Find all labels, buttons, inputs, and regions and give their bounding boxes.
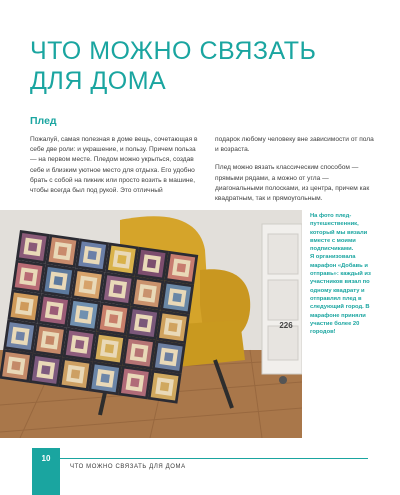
blanket-square-ring <box>139 318 148 327</box>
blanket-square-ring <box>75 340 84 349</box>
blanket-square-ring <box>28 242 37 251</box>
cabinet <box>262 224 302 384</box>
title-line-2: ДЛЯ ДОМА <box>30 67 167 95</box>
blanket-square-ring <box>15 331 24 340</box>
title-line-1: ЧТО МОЖНО СВЯЗАТЬ <box>30 37 317 65</box>
blanket-square-ring <box>71 369 80 378</box>
running-head: ЧТО МОЖНО СВЯЗАТЬ ДЛЯ ДОМА <box>70 464 186 470</box>
blanket-square-ring <box>177 263 186 272</box>
cabinet-number: 226 <box>279 321 293 330</box>
blanket-square-ring <box>164 352 173 361</box>
right-column-paragraph-2: Плед можно вязать классическим способом — прямыми рядами, а можно от угла — диагональными полосками, из центра, причем как квадратным, так и прямоугольным. <box>215 164 370 203</box>
blanket-square-ring <box>134 348 143 357</box>
page-number: 10 <box>41 454 51 463</box>
page-footer <box>0 448 400 495</box>
blanket-square-ring <box>87 251 96 260</box>
blanket-square-ring <box>113 284 122 293</box>
left-column-text: Пожалуй, самая полезная в доме вещь, сочетающая в себе две роли: и украшение, и пользу. Причем польза — на первом месте. Пледом можно укрыться, создав себе и близким уютное место для отдыха. Его удобно брать с собой на пикник или просто возить в машине, чтобы всегда был под рукой. Это отличный <box>30 136 198 195</box>
blanket-square-ring <box>109 314 118 323</box>
blanket-square-ring <box>41 365 50 374</box>
blanket-square-ring <box>130 378 139 387</box>
blanket-square-ring <box>20 302 29 311</box>
page-title <box>30 36 370 96</box>
blanket-square-ring <box>11 361 20 370</box>
blanket-square-ring <box>147 259 156 268</box>
blanket-square-ring <box>54 276 63 285</box>
blanket-square-ring <box>49 306 58 315</box>
blanket-square-ring <box>172 293 181 302</box>
footer-rule <box>60 458 368 459</box>
crochet-blanket <box>0 230 198 404</box>
blanket-square-ring <box>168 322 177 331</box>
blanket-square-ring <box>160 382 169 391</box>
blanket-square-ring <box>45 335 54 344</box>
blanket-square-ring <box>83 280 92 289</box>
blanket-square-ring <box>143 289 152 298</box>
left-column <box>30 135 202 204</box>
blanket-square-ring <box>79 310 88 319</box>
section-heading: Плед <box>30 115 57 127</box>
blanket-photo <box>0 210 302 438</box>
blanket-square-ring <box>58 246 67 255</box>
blanket-square-ring <box>105 344 114 353</box>
blanket-square-ring <box>24 272 33 281</box>
photo-illustration <box>0 210 302 438</box>
blanket-square-ring <box>117 255 126 264</box>
photo-caption-paragraph-2: Я организовала марафон «Добавь и отправь»: каждый из участников вязал по одному квадрату и отправлял плед в следующий город. В марафоне приняли участие более 20 городов! <box>310 254 371 336</box>
photo-caption-paragraph-1: На фото плед-путешественник, который мы вязали вместе с моими подписчиками. <box>310 213 368 253</box>
photo-caption <box>310 212 380 336</box>
right-column <box>215 135 375 212</box>
right-column-paragraph-1: подарок любому человеку вне зависимости от пола и возраста. <box>215 136 374 154</box>
blanket-square-ring <box>100 374 109 383</box>
